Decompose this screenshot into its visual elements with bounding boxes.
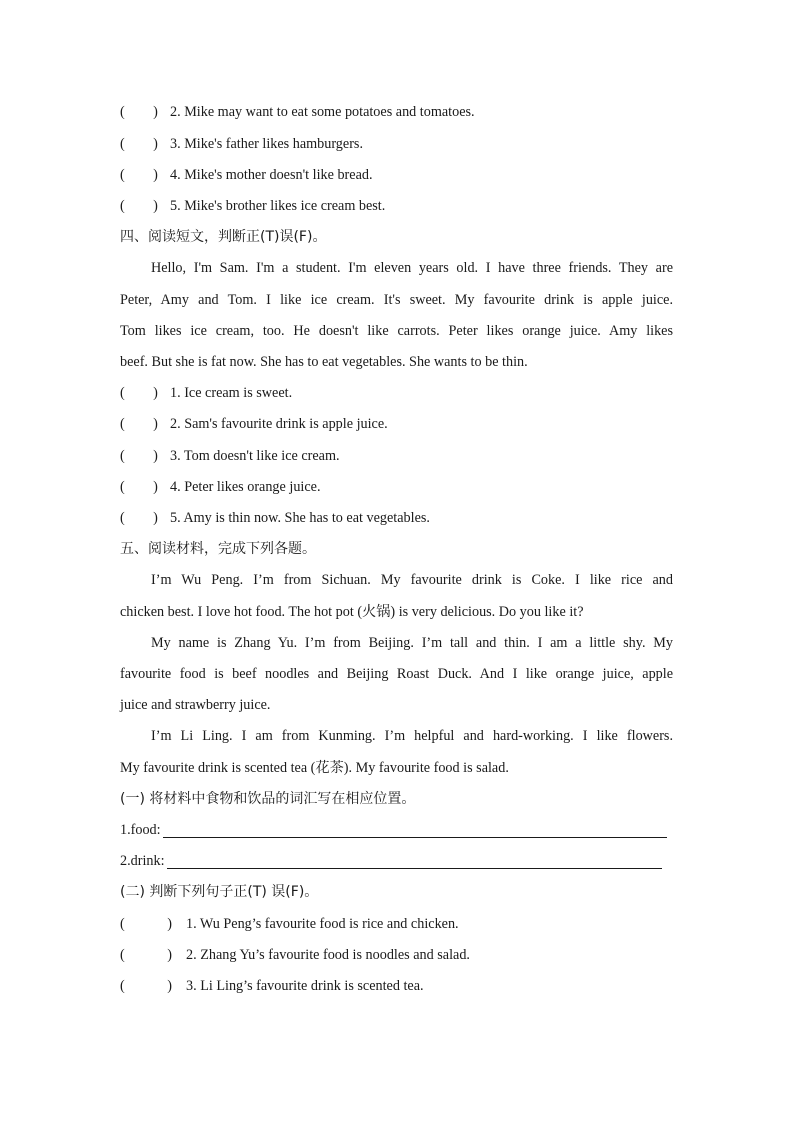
question-text: 2. Zhang Yu’s favourite food is noodles and salad. (186, 947, 470, 963)
question-item (120, 477, 321, 497)
passage-line: Peter, Amy and Tom. I like ice cream. It's sweet. My favourite drink is apple juice. (120, 292, 673, 308)
question-item (120, 165, 373, 185)
question-item (120, 383, 292, 403)
subsection-heading: (二) 判断下列句子正(T) 误(F)。 (120, 884, 319, 900)
answer-blank[interactable]: ( ) (120, 978, 173, 994)
answer-blank[interactable]: ( ) (120, 136, 158, 152)
answer-blank[interactable]: ( ) (120, 416, 158, 432)
section-heading: 五、阅读材料，完成下列各题。 (120, 541, 316, 557)
question-text: 3. Mike's father likes hamburgers. (170, 136, 363, 152)
passage-line: chicken best. I love hot food. The hot pot (火锅) is very delicious. Do you like it? (120, 604, 584, 620)
passage-line: juice and strawberry juice. (120, 697, 271, 713)
answer-blank[interactable]: ( ) (120, 916, 173, 932)
passage-line: My favourite drink is scented tea (花茶). My favourite food is salad. (120, 760, 509, 776)
passage-line: beef. But she is fat now. She has to eat vegetables. She wants to be thin. (120, 354, 528, 370)
drink-answer-row (120, 851, 165, 871)
question-item (120, 945, 470, 965)
question-item (120, 446, 340, 466)
passage-line: My name is Zhang Yu. I’m from Beijing. I’m tall and thin. I am a little shy. My (151, 635, 673, 651)
answer-blank[interactable]: ( ) (120, 104, 158, 120)
answer-blank[interactable]: ( ) (120, 448, 158, 464)
question-text: 2. Sam's favourite drink is apple juice. (170, 416, 388, 432)
question-item (120, 914, 459, 934)
question-text: 2. Mike may want to eat some potatoes and tomatoes. (170, 104, 475, 120)
food-answer-row (120, 820, 161, 840)
answer-blank[interactable]: ( ) (120, 479, 158, 495)
passage-line: Hello, I'm Sam. I'm a student. I'm eleven years old. I have three friends. They are (151, 260, 673, 276)
question-text: 3. Li Ling’s favourite drink is scented tea. (186, 978, 424, 994)
question-item (120, 134, 363, 154)
answer-blank[interactable]: ( ) (120, 947, 173, 963)
passage-line: favourite food is beef noodles and Beijing Roast Duck. And I like orange juice, apple (120, 666, 673, 682)
question-text: 1. Ice cream is sweet. (170, 385, 293, 401)
answer-blank[interactable]: ( ) (120, 167, 158, 183)
question-text: 3. Tom doesn't like ice cream. (170, 448, 340, 464)
passage-line: Tom likes ice cream, too. He doesn't like carrots. Peter likes orange juice. Amy likes (120, 323, 673, 339)
question-text: 4. Mike's mother doesn't like bread. (170, 167, 373, 183)
drink-answer-line[interactable] (167, 868, 662, 869)
question-item (120, 976, 424, 996)
passage-line: I’m Li Ling. I am from Kunming. I’m helpful and hard-working. I like flowers. (151, 728, 673, 744)
question-item (120, 508, 430, 528)
subsection-heading: (一) 将材料中食物和饮品的词汇写在相应位置。 (120, 791, 416, 807)
question-item (120, 102, 475, 122)
passage-line: I’m Wu Peng. I’m from Sichuan. My favourite drink is Coke. I like rice and (151, 572, 673, 588)
question-text: 5. Mike's brother likes ice cream best. (170, 198, 386, 214)
answer-blank[interactable]: ( ) (120, 510, 158, 526)
drink-label: 2.drink: (120, 853, 165, 869)
question-text: 1. Wu Peng’s favourite food is rice and chicken. (186, 916, 459, 932)
question-item (120, 414, 388, 434)
food-label: 1.food: (120, 822, 161, 838)
section-heading: 四、阅读短文，判断正(T)误(F)。 (120, 229, 327, 245)
answer-blank[interactable]: ( ) (120, 385, 158, 401)
food-answer-line[interactable] (163, 837, 667, 838)
answer-blank[interactable]: ( ) (120, 198, 158, 214)
question-text: 4. Peter likes orange juice. (170, 479, 321, 495)
question-item (120, 196, 385, 216)
question-text: 5. Amy is thin now. She has to eat vegetables. (170, 510, 430, 526)
